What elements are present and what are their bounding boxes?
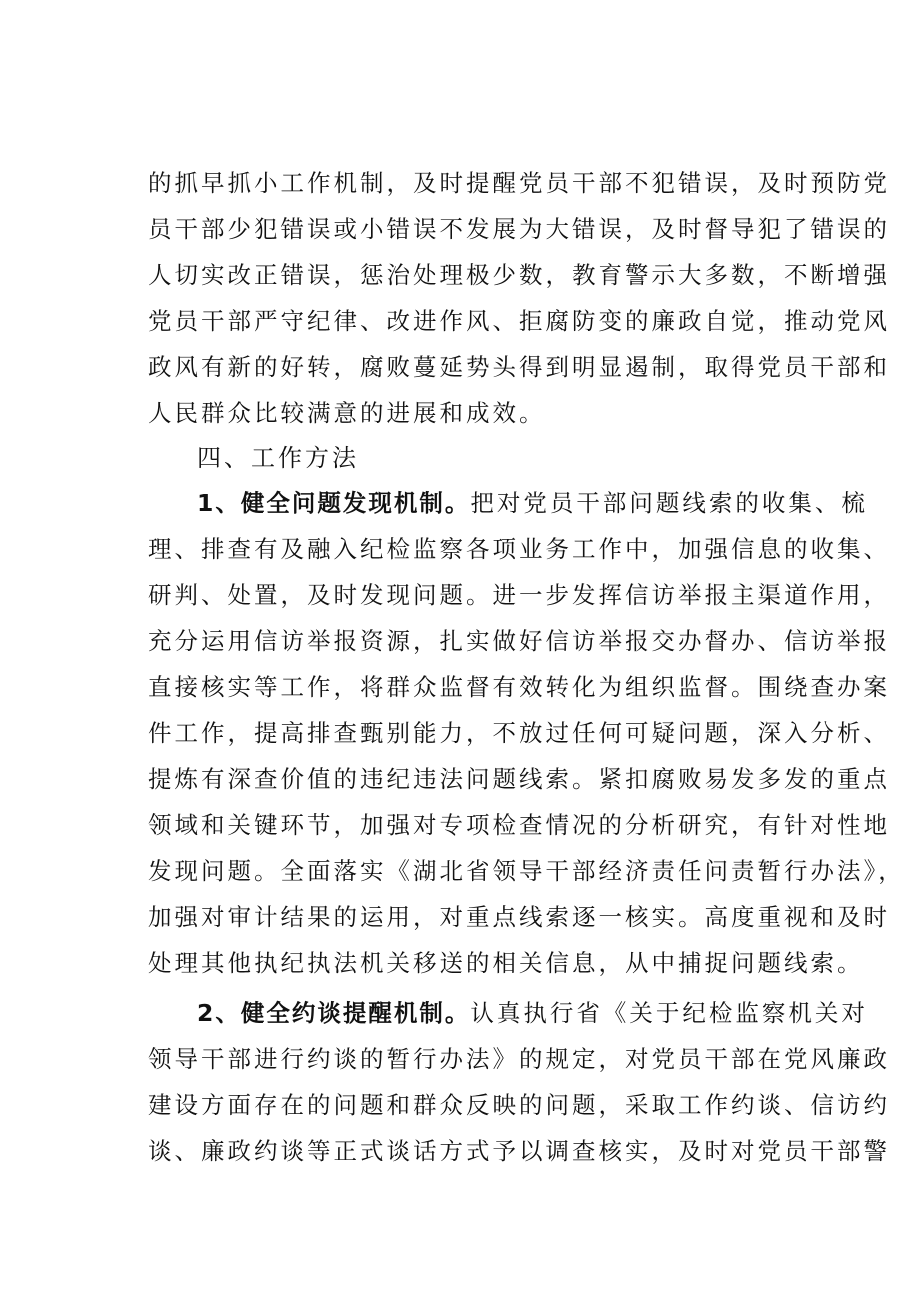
text-line: 领域和关键环节，加强对专项检查情况的分析研究，有针对性地 [148,811,890,839]
text-line: 充分运用信访举报资源，扎实做好信访举报交办督办、信访举报 [148,627,890,655]
text-line: 建设方面存在的问题和群众反映的问题，采取工作约谈、信访约 [148,1091,890,1119]
text-line: 理、排查有及融入纪检监察各项业务工作中，加强信息的收集、 [148,535,890,563]
text-line: 政风有新的好转，腐败蔓延势头得到明显遏制，取得党员干部和 [148,353,890,381]
text-line: 人切实改正错误，惩治处理极少数，教育警示大多数，不断增强 [148,261,890,289]
item-text: 把对党员干部问题线索的收集、梳 [470,489,868,517]
paragraph-problem-discovery [148,480,905,986]
text-line: 提炼有深查价值的违纪违法问题线索。紧扣腐败易发多发的重点 [148,765,890,793]
text-line: 件工作，提高排查甄别能力，不放过任何可疑问题，深入分析、 [148,719,890,747]
text-line: 人民群众比较满意的进展和成效。 [148,399,546,427]
text-line: 加强对审计结果的运用，对重点线索逐一核实。高度重视和及时 [148,903,890,931]
text-line: 谈、廉政约谈等正式谈话方式予以调查核实，及时对党员干部警 [148,1137,890,1165]
item-title: 1、健全问题发现机制。 [197,489,471,517]
text-line: 研判、处置，及时发现问题。进一步发挥信访举报主渠道作用， [148,581,890,609]
text-line: 员干部少犯错误或小错误不发展为大错误，及时督导犯了错误的 [148,215,890,243]
paragraph-work-mechanism [148,160,890,436]
text-line: 直接核实等工作，将群众监督有效转化为组织监督。围绕查办案 [148,673,890,701]
text-line [148,480,868,526]
item-title: 2、健全约谈提醒机制。 [197,999,471,1027]
document-page [148,160,905,1174]
text-line: 领导干部进行约谈的暂行办法》的规定，对党员干部在党风廉政 [148,1045,890,1073]
item-text: 认真执行省《关于纪检监察机关对 [470,999,868,1027]
text-line: 处理其他执纪执法机关移送的相关信息，从中捕捉问题线索。 [148,949,864,977]
text-line: 发现问题。全面落实《湖北省领导干部经济责任问责暂行办法》， [148,857,905,885]
paragraph-interview-reminder [148,990,890,1174]
text-line: 的抓早抓小工作机制，及时提醒党员干部不犯错误，及时预防党 [148,169,890,197]
text-line: 党员干部严守纪律、改进作风、拒腐防变的廉政自觉，推动党风 [148,307,890,335]
section-heading: 四、工作方法 [197,444,359,472]
text-line [148,990,868,1036]
